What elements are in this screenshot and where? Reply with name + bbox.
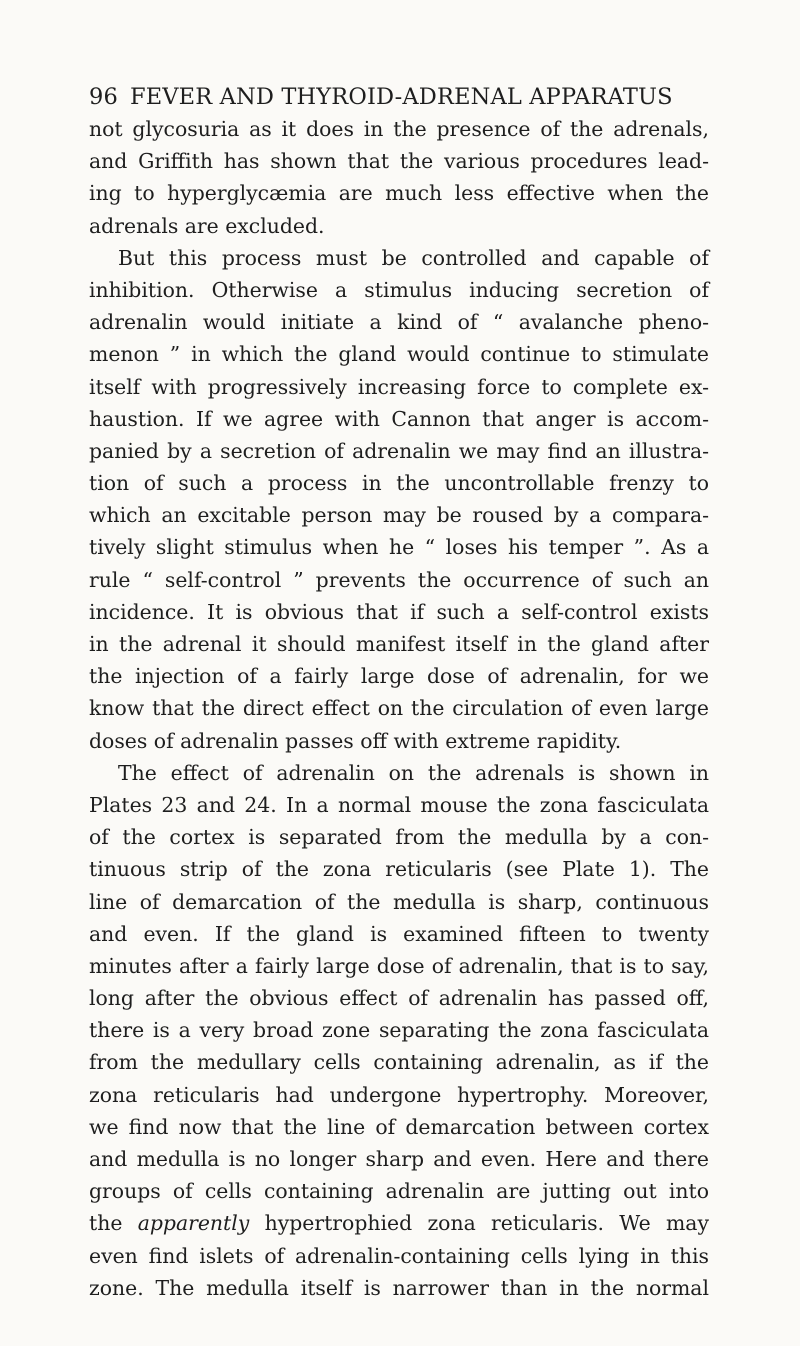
text-line: minutes after a fairly large dose of adrenalin, that is to say, — [89, 953, 709, 978]
text-line: and Griffith has shown that the various procedures lead- — [89, 149, 709, 174]
text-line: Plates 23 and 24. In a normal mouse the zona fasciculata — [89, 792, 709, 817]
text-line: from the medullary cells containing adrenalin, as if the — [89, 1050, 709, 1075]
text-line: and even. If the gland is examined fifteen to twenty — [89, 921, 709, 946]
page-number: 96 — [89, 84, 118, 110]
text-segment: the — [89, 1211, 138, 1236]
text-line: doses of adrenalin passes off with extreme rapidity. — [89, 728, 622, 753]
text-line: even find islets of adrenalin-containing cells lying in this — [89, 1243, 709, 1268]
text-line-with-italic — [89, 1207, 709, 1239]
text-line: of the cortex is separated from the medulla by a con- — [89, 825, 709, 850]
text-line: in the adrenal it should manifest itself in the gland after — [89, 632, 709, 656]
text-line: haustion. If we agree with Cannon that anger is accom- — [89, 406, 709, 431]
text-line: zone. The medulla itself is narrower than in the normal — [89, 1275, 709, 1300]
text-line: tion of such a process in the uncontrollable frenzy to — [89, 471, 709, 496]
text-line: which an excitable person may be roused by a compara- — [89, 503, 709, 528]
text-line: and medulla is no longer sharp and even. Here and there — [89, 1147, 709, 1171]
text-line: tively slight stimulus when he “ loses his temper ”. As a — [89, 535, 709, 560]
text-line: adrenals are excluded. — [89, 213, 325, 238]
text-line: inhibition. Otherwise a stimulus inducing secretion of — [89, 277, 709, 302]
text-line: panied by a secretion of adrenalin we may find an illustra- — [89, 438, 709, 463]
italic-word: apparently — [137, 1211, 250, 1236]
text-line: know that the direct effect on the circulation of even large — [89, 696, 709, 721]
text-line: not glycosuria as it does in the presence of the adrenals, — [89, 117, 709, 141]
text-line: menon ” in which the gland would continue to stimulate — [89, 342, 709, 367]
text-line: But this process must be controlled and capable of — [118, 245, 709, 270]
text-line: adrenalin would initiate a kind of “ avalanche pheno- — [89, 310, 709, 335]
body-text — [89, 113, 709, 1304]
text-line: itself with progressively increasing force to complete ex- — [89, 374, 709, 399]
text-line: tinuous strip of the zona reticularis (see Plate 1). The — [89, 857, 709, 882]
text-line: groups of cells containing adrenalin are jutting out into — [89, 1179, 709, 1204]
text-line: long after the obvious effect of adrenalin has passed off, — [89, 986, 709, 1011]
text-segment: hypertrophied zona reticularis. We may — [249, 1211, 709, 1236]
text-line: incidence. It is obvious that if such a self-control exists — [89, 599, 709, 624]
text-line: The effect of adrenalin on the adrenals is shown in — [118, 760, 709, 785]
text-line: we find now that the line of demarcation between cortex — [89, 1114, 709, 1139]
text-line: rule “ self-control ” prevents the occurrence of such an — [89, 567, 709, 592]
text-line: ing to hyperglycæmia are much less effective when the — [89, 181, 709, 206]
text-line: zona reticularis had undergone hypertrophy. Moreover, — [89, 1082, 709, 1107]
text-line: there is a very broad zone separating the zona fasciculata — [89, 1018, 709, 1043]
text-line: the injection of a fairly large dose of adrenalin, for we — [89, 664, 709, 689]
text-line: line of demarcation of the medulla is sharp, continuous — [89, 889, 709, 914]
running-title: FEVER AND THYROID-ADRENAL APPARATUS — [129, 84, 673, 110]
